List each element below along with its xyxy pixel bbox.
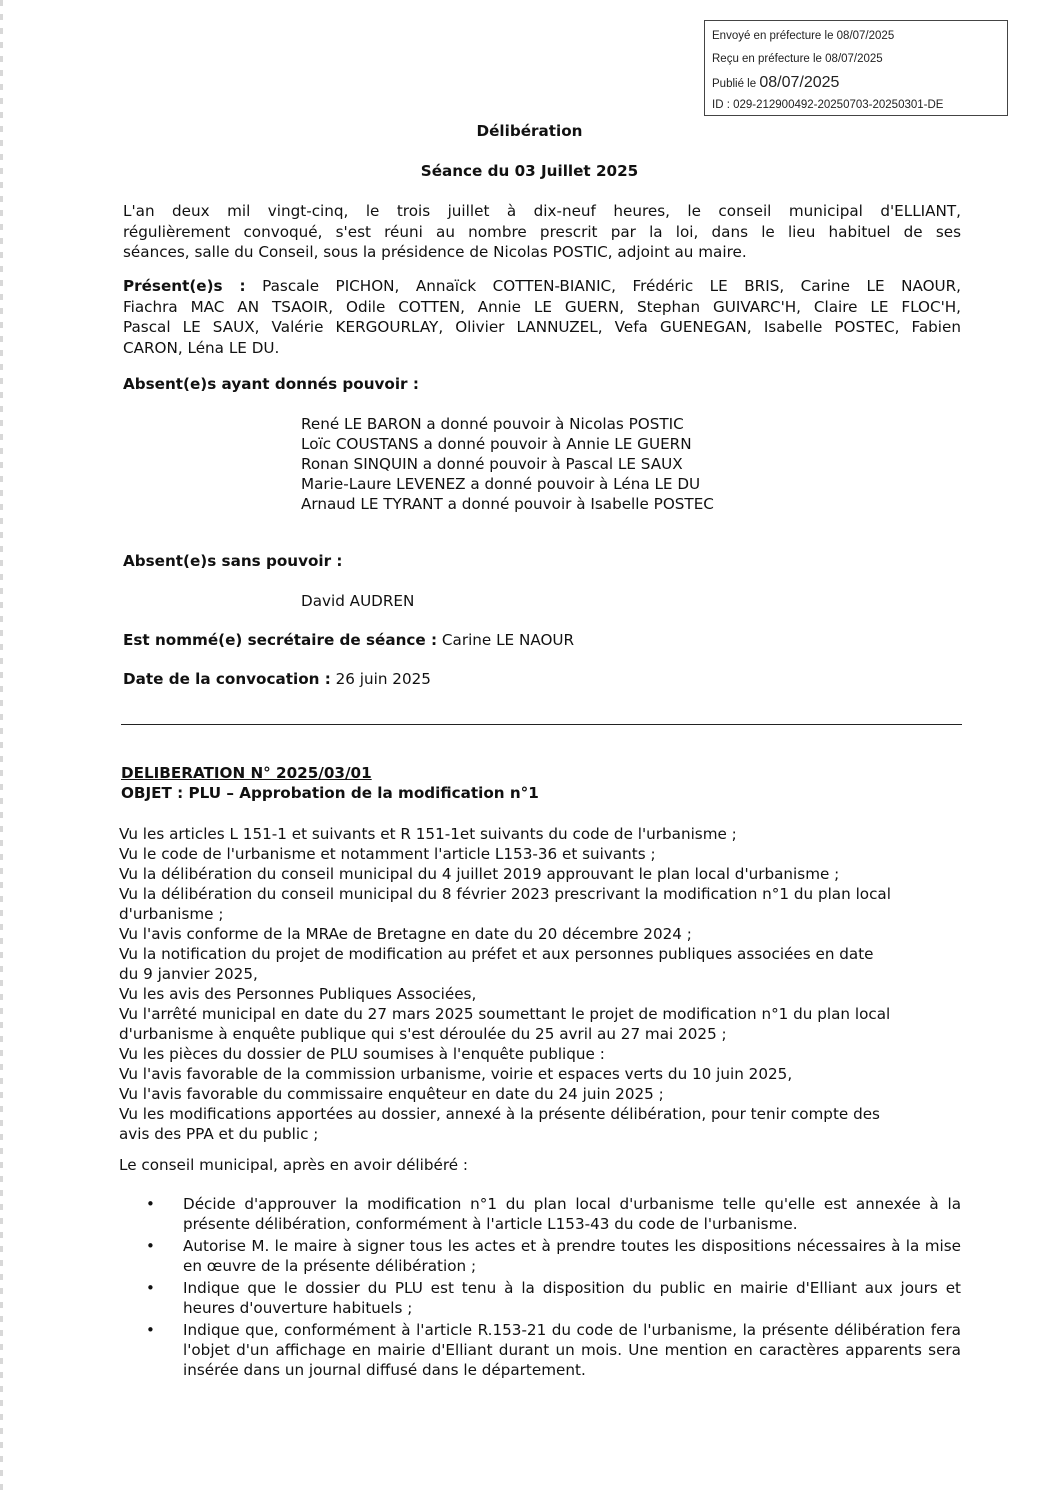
- vu-line: Vu les pièces du dossier de PLU soumises à l'enquête publique :: [119, 1045, 605, 1063]
- convocation-label: Date de la convocation :: [123, 670, 331, 688]
- absent-pouvoir-item: Arnaud LE TYRANT a donné pouvoir à Isabelle POSTEC: [301, 495, 714, 513]
- decision-list: [146, 1194, 961, 1382]
- stamp-id: ID : 029-212900492-20250703-20250301-DE: [712, 99, 944, 111]
- secretaire-row: [123, 631, 574, 649]
- vu-line: avis des PPA et du public ;: [119, 1125, 319, 1143]
- scan-edge-artifact: [0, 0, 3, 1497]
- vu-line: Vu la notification du projet de modification au préfet et aux personnes publiques associées en date: [119, 945, 874, 963]
- stamp-publie-label: Publié le: [712, 78, 757, 90]
- absent-pouvoir-item: Marie-Laure LEVENEZ a donné pouvoir à Léna LE DU: [301, 475, 701, 493]
- decision-text: Décide d'approuver la modification n°1 du plan local d'urbanisme telle qu'elle est annexée à la présente délibération, conformément à l'article L153-43 du code de l'urbanisme.: [183, 1195, 961, 1233]
- bullet-icon: •: [146, 1321, 155, 1339]
- secretaire-value: Carine LE NAOUR: [441, 631, 575, 649]
- vu-line: Vu l'avis conforme de la MRAe de Bretagne en date du 20 décembre 2024 ;: [119, 925, 692, 943]
- bullet-icon: •: [146, 1237, 155, 1255]
- deliberation-objet: OBJET : PLU – Approbation de la modification n°1: [121, 784, 539, 802]
- presents-line: CARON, Léna LE DU.: [123, 338, 280, 357]
- presents-line: Fiachra MAC AN TSAOIR, Odile COTTEN, Annie LE GUERN, Stephan GUIVARC'H, Claire LE FLOC'H,: [123, 297, 961, 316]
- absent-pouvoir-item: René LE BARON a donné pouvoir à Nicolas POSTIC: [301, 415, 684, 433]
- stamp-publie-date: 08/07/2025: [759, 74, 840, 91]
- absent-sans-item: David AUDREN: [301, 592, 415, 610]
- vu-line: Vu les modifications apportées au dossier, annexé à la présente délibération, pour tenir compte des: [119, 1105, 880, 1123]
- vu-line: Vu le code de l'urbanisme et notamment l'article L153-36 et suivants ;: [119, 845, 656, 863]
- intro-line: L'an deux mil vingt-cinq, le trois juillet à dix-neuf heures, le conseil municipal d'ELLIANT,: [123, 202, 961, 220]
- deliberation-number: DELIBERATION N° 2025/03/01: [121, 764, 372, 782]
- vu-line: Vu la délibération du conseil municipal du 4 juillet 2019 approuvant le plan local d'urbanisme ;: [119, 865, 840, 883]
- vu-line: Vu les avis des Personnes Publiques Associées,: [119, 985, 477, 1003]
- presents-line: Pascal LE SAUX, Valérie KERGOURLAY, Olivier LANNUZEL, Vefa GUENEGAN, Isabelle POSTEC, Fabien: [123, 318, 961, 336]
- absent-pouvoir-item: Loïc COUSTANS a donné pouvoir à Annie LE GUERN: [301, 435, 692, 453]
- intro-paragraph: [123, 201, 961, 263]
- absents-pouvoir-label: Absent(e)s ayant donnés pouvoir :: [123, 375, 419, 393]
- stamp-envoye: Envoyé en préfecture le 08/07/2025: [712, 30, 895, 42]
- convocation-row: [123, 670, 431, 688]
- vu-line: d'urbanisme à enquête publique qui s'est déroulée du 25 avril au 27 mai 2025 ;: [119, 1025, 727, 1043]
- secretaire-label: Est nommé(e) secrétaire de séance :: [123, 631, 438, 649]
- decision-text: Autorise M. le maire à signer tous les actes et à prendre toutes les dispositions nécessaires à la mise en œuvre de la présente délibération ;: [183, 1237, 961, 1275]
- vu-line: du 9 janvier 2025,: [119, 965, 258, 983]
- vu-line: Vu l'arrêté municipal en date du 27 mars 2025 soumettant le projet de modification n°1 du plan local: [119, 1005, 891, 1023]
- vu-line: Vu l'avis favorable de la commission urbanisme, voirie et espaces verts du 10 juin 2025,: [119, 1065, 793, 1083]
- intro-line: séances, salle du Conseil, sous la présidence de Nicolas POSTIC, adjoint au maire.: [123, 243, 747, 261]
- vu-line: Vu les articles L 151-1 et suivants et R 151-1et suivants du code de l'urbanisme ;: [119, 825, 737, 843]
- vu-list: [119, 824, 961, 1144]
- bullet-icon: •: [146, 1279, 155, 1297]
- section-separator: [121, 724, 962, 725]
- absent-pouvoir-item: Ronan SINQUIN a donné pouvoir à Pascal LE SAUX: [301, 455, 683, 473]
- decision-item: [146, 1320, 961, 1380]
- prefecture-stamp: [704, 20, 1008, 116]
- presents-line-1: [123, 276, 961, 297]
- vu-line: d'urbanisme ;: [119, 905, 224, 923]
- conseil-statement: Le conseil municipal, après en avoir délibéré :: [119, 1156, 469, 1174]
- document-title: Délibération: [476, 122, 583, 140]
- intro-line: régulièrement convoqué, s'est réuni au nombre prescrit par la loi, dans le lieu habituel de ses: [123, 222, 961, 241]
- stamp-publie: [712, 71, 1007, 94]
- presents-label: Présent(e)s :: [123, 277, 246, 295]
- absents-sans-label: Absent(e)s sans pouvoir :: [123, 552, 343, 570]
- absents-pouvoir-list: [301, 414, 714, 514]
- stamp-recu: Reçu en préfecture le 08/07/2025: [712, 53, 883, 65]
- presents-names: Pascale PICHON, Annaïck COTTEN-BIANIC, Frédéric LE BRIS, Carine LE NAOUR,: [262, 277, 962, 295]
- bullet-icon: •: [146, 1195, 155, 1213]
- decision-text: Indique que le dossier du PLU est tenu à la disposition du public en mairie d'Elliant aux jours et heures d'ouverture habituels ;: [183, 1279, 961, 1317]
- decision-text: Indique que, conformément à l'article R.153-21 du code de l'urbanisme, la présente délibération fera l'objet d'un affichage en mairie d'Elliant durant un mois. Une mention en caractères apparents sera insérée dans un journal diffusé dans le département.: [183, 1321, 961, 1379]
- presents-paragraph: [123, 276, 961, 358]
- vu-line: Vu l'avis favorable du commissaire enquêteur en date du 24 juin 2025 ;: [119, 1085, 664, 1103]
- decision-item: [146, 1236, 961, 1276]
- decision-item: [146, 1194, 961, 1234]
- vu-line: Vu la délibération du conseil municipal du 8 février 2023 prescrivant la modification n°1 du plan local: [119, 885, 891, 903]
- convocation-value: 26 juin 2025: [335, 670, 431, 688]
- seance-title: Séance du 03 Juillet 2025: [420, 162, 639, 180]
- decision-item: [146, 1278, 961, 1318]
